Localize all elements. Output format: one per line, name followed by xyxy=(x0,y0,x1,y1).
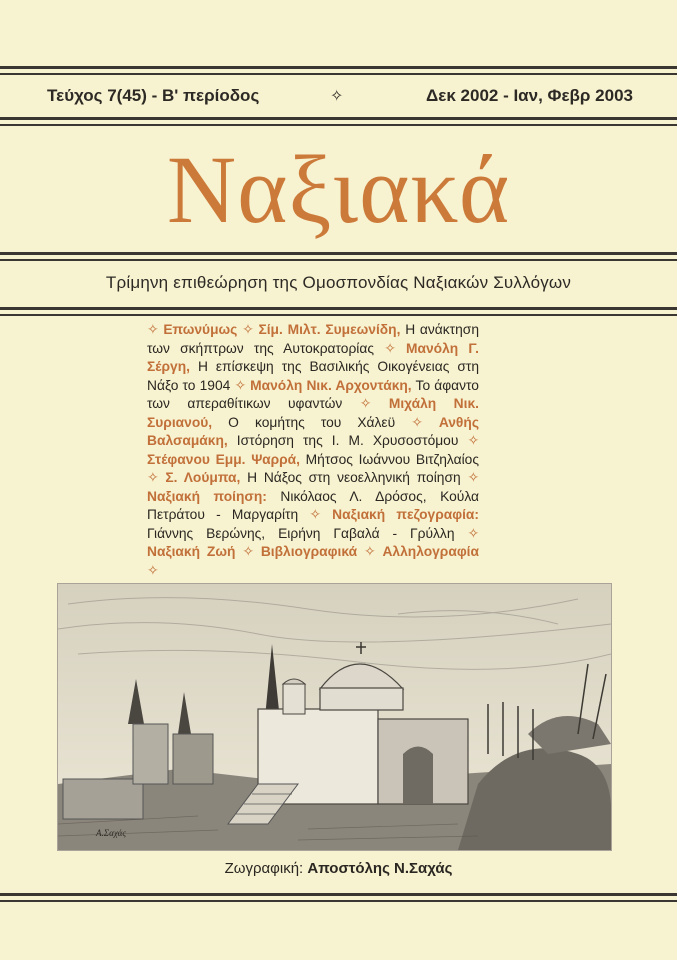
contents-title: Μήτσος Ιωάννου Βιτζηλαίος xyxy=(299,451,479,467)
diamond-separator-icon: ✧ xyxy=(467,470,479,485)
illustration-caption xyxy=(0,860,677,877)
diamond-separator-icon: ✧ xyxy=(411,414,439,430)
diamond-separator-icon: ✧ xyxy=(147,470,166,485)
contents-author: Ανθής Βαλσαμάκη, xyxy=(147,414,479,448)
contents-author: Σίμ. Μιλτ. Συμεωνίδη, xyxy=(258,322,401,337)
contents-author: Μανόλη Γ. Σέργη, xyxy=(147,340,479,374)
diamond-separator-icon: ✧ xyxy=(467,433,479,448)
contents-author: Ναξιακή πεζογραφία: xyxy=(332,507,479,522)
issue-number: Τεύχος 7(45) - Β' περίοδος xyxy=(47,86,260,105)
contents-title: Ο κομήτης του Χάλεϋ xyxy=(212,414,412,430)
diamond-separator-icon: ✧ xyxy=(467,525,479,541)
bottom-rule-1 xyxy=(0,893,677,896)
diamond-separator-icon: ✧ xyxy=(309,507,333,522)
caption-artist: Αποστόλης Ν.Σαχάς xyxy=(307,860,453,877)
bottom-rule-2 xyxy=(0,900,677,902)
contents-author: Μιχάλη Νικ. Συριανού, xyxy=(147,396,479,430)
subtitle-rule-1 xyxy=(0,307,677,310)
contents-title: Νικόλαος Λ. Δρόσος, Κούλα Πετράτου - Μαργαρίτη xyxy=(147,488,480,522)
contents-author: Στέφανου Εμμ. Ψαρρά, xyxy=(147,451,300,467)
title-rule-2 xyxy=(0,259,677,261)
top-rule-1 xyxy=(0,66,677,69)
contents-title: Η Νάξος στη νεοελληνική ποίηση xyxy=(240,470,468,485)
magazine-title: Ναξιακά xyxy=(166,136,511,243)
diamond-separator-icon: ✧ xyxy=(357,544,383,559)
header-rule-1 xyxy=(0,117,677,120)
diamond-separator-icon: ✧ xyxy=(359,396,389,411)
header-rule-2 xyxy=(0,124,677,126)
diamond-separator-icon: ✧ xyxy=(234,377,251,393)
contents-author: Ναξιακή Ζωή xyxy=(147,544,236,559)
table-of-contents xyxy=(147,321,479,580)
top-rule-2 xyxy=(0,73,677,75)
contents-author: Βιβλιογραφικά xyxy=(260,544,358,559)
diamond-separator-icon: ✧ xyxy=(147,322,164,337)
contents-title: Η ανάκτηση των σκήπτρων της Αυτοκρατορίας xyxy=(147,322,479,356)
title-rule-1 xyxy=(0,252,677,255)
contents-author: Σ. Λούμπα, xyxy=(165,470,241,485)
contents-title: Γιάννης Βερώνης, Ειρήνη Γαβαλά - Γρύλλη xyxy=(147,525,468,541)
issue-date: Δεκ 2002 - Ιαν, Φεβρ 2003 xyxy=(426,86,633,105)
contents-author: Αλληλογραφία xyxy=(382,544,479,559)
contents-author: Ναξιακή ποίηση: xyxy=(147,488,267,504)
artist-signature: Α.Σαχάς xyxy=(96,828,126,838)
contents-title: Το άφαντο των απεραθίτικων υφαντών xyxy=(147,377,479,411)
diamond-separator-icon: ✧ xyxy=(237,322,259,337)
church-illustration xyxy=(57,583,612,851)
header-separator-icon: ✧ xyxy=(330,88,344,105)
diamond-separator-icon: ✧ xyxy=(235,544,261,559)
magazine-subtitle: Τρίμηνη επιθεώρηση της Ομοσπονδίας Ναξιακών Συλλόγων xyxy=(105,273,572,292)
contents-author: Μανόλη Νικ. Αρχοντάκη, xyxy=(250,377,412,393)
contents-author: Επωνύμως xyxy=(163,322,238,337)
diamond-separator-icon: ✧ xyxy=(147,562,159,578)
contents-title: Ιστόρηση της Ι. Μ. Χρυσοστόμου xyxy=(227,433,468,448)
contents-title: Η επίσκεψη της Βασιλικής Οικογένειας στη Νάξο το 1904 xyxy=(147,359,479,393)
caption-label: Ζωγραφική: xyxy=(224,860,304,877)
subtitle-rule-2 xyxy=(0,314,677,316)
diamond-separator-icon: ✧ xyxy=(384,340,406,356)
